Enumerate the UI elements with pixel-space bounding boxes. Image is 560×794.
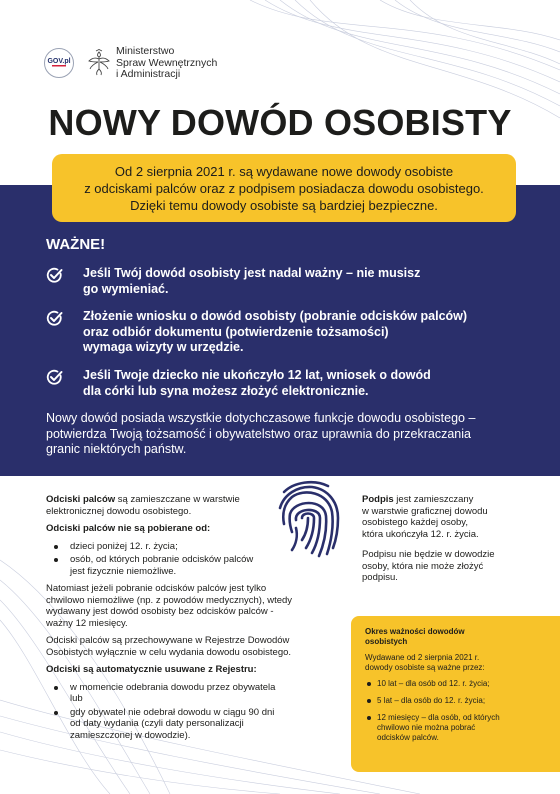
list-item: 10 lat – dla osób od 12. r. życia; — [365, 679, 548, 689]
removal-list — [46, 682, 342, 742]
page-header — [44, 46, 217, 81]
ministry-name: Ministerstwo Spraw Wewnętrznych i Administracji — [116, 45, 218, 80]
list-item: osób, od których pobranie odcisków palców jest fizycznie niemożliwe. — [46, 554, 342, 577]
important-item: Jeśli Twój dowód osobisty jest nadal ważny – nie musisz go wymieniać. — [46, 266, 503, 297]
list-item: dzieci poniżej 12. r. życia; — [46, 541, 342, 553]
list-item: 5 lat – dla osób do 12. r. życia; — [365, 696, 548, 706]
eagle-emblem-icon — [88, 49, 110, 77]
important-item: Złożenie wniosku o dowód osobisty (pobranie odcisków palców) oraz odbiór dokumentu (potwierdzenie tożsamości) wymaga wizyty w urzędzie. — [46, 309, 503, 356]
validity-list — [365, 679, 548, 743]
check-circle-icon — [46, 267, 63, 284]
functions-paragraph: Nowy dowód posiada wszystkie dotychczasowe funkcje dowodu osobistego – potwierdza Twoją tożsamość i obywatelstwo oraz uprawnia do przekraczania granic niektórych państw. — [46, 411, 476, 456]
important-heading: WAŻNE! — [46, 236, 106, 253]
check-circle-icon — [46, 369, 63, 386]
validity-box: Okres ważności dowodów osobistych Wydawane od 2 sierpnia 2021 r. dowody osobiste są ważne przez: 10 lat – dla osób od 12. r. życia; 5 lat – dla osób do 12. r. życia; 12 miesięcy – dla osób, od których chwilowo nie można pobrać odcisków palców. — [351, 616, 560, 772]
signature-column: Podpis jest zamieszczany w warstwie graficznej dowodu osobistego każdej osoby, która ukończyła 12. r. życia. Podpisu nie będzie w dowodzie osoby, która nie może złożyć podpisu. — [362, 494, 495, 583]
intro-box: Od 2 sierpnia 2021 r. są wydawane nowe dowody osobiste z odciskami palców oraz z podpisem posiadacza dowodu osobistego. Dzięki temu dowody osobiste są bardziej bezpieczne. — [52, 154, 516, 222]
important-item: Jeśli Twoje dziecko nie ukończyło 12 lat, wniosek o dowód dla córki lub syna możesz złożyć elektronicznie. — [46, 368, 503, 399]
list-item: gdy obywatel nie odebrał dowodu w ciągu 90 dni od daty wydania (czyli daty personalizacji zamieszczonej w dowodzie). — [46, 707, 342, 742]
list-item: w momencie odebrania dowodu przez obywatela lub — [46, 682, 342, 705]
exemptions-list — [46, 541, 342, 578]
gov-logo-icon: GOV.pl — [44, 48, 74, 78]
fingerprints-column: Odciski palców są zamieszczane w warstwie elektronicznej dowodu osobistego. Odciski palców nie są pobierane od: dzieci poniżej 12. r. życia; osób, od których pobranie odcisków palców jest fizycznie niemożliwe. Natomiast jeżeli pobranie odcisków palców jest tylko chwilowo niemożliwe (np. z powodów medycznych), wtedy wydawany jest dowód osobisty bez odcisków palców - ważny 12 miesięcy. Odciski palców są przechowywane w Rejestrze Dowodów Osobistych wyłącznie w celu wydania dowodu osobistego. Odciski są automatycznie usuwane z Rejestru: w momencie odebrania dowodu przez obywatela lub gdy obywatel nie odebrał dowodu w ciągu 90 dni od daty wydania (czyli daty personalizacji zamieszczonej w dowodzie). — [46, 494, 342, 747]
check-circle-icon — [46, 310, 63, 327]
list-item: 12 miesięcy – dla osób, od których chwilowo nie można pobrać odcisków palców. — [365, 713, 548, 743]
page-title: NOWY DOWÓD OSOBISTY — [48, 102, 512, 143]
